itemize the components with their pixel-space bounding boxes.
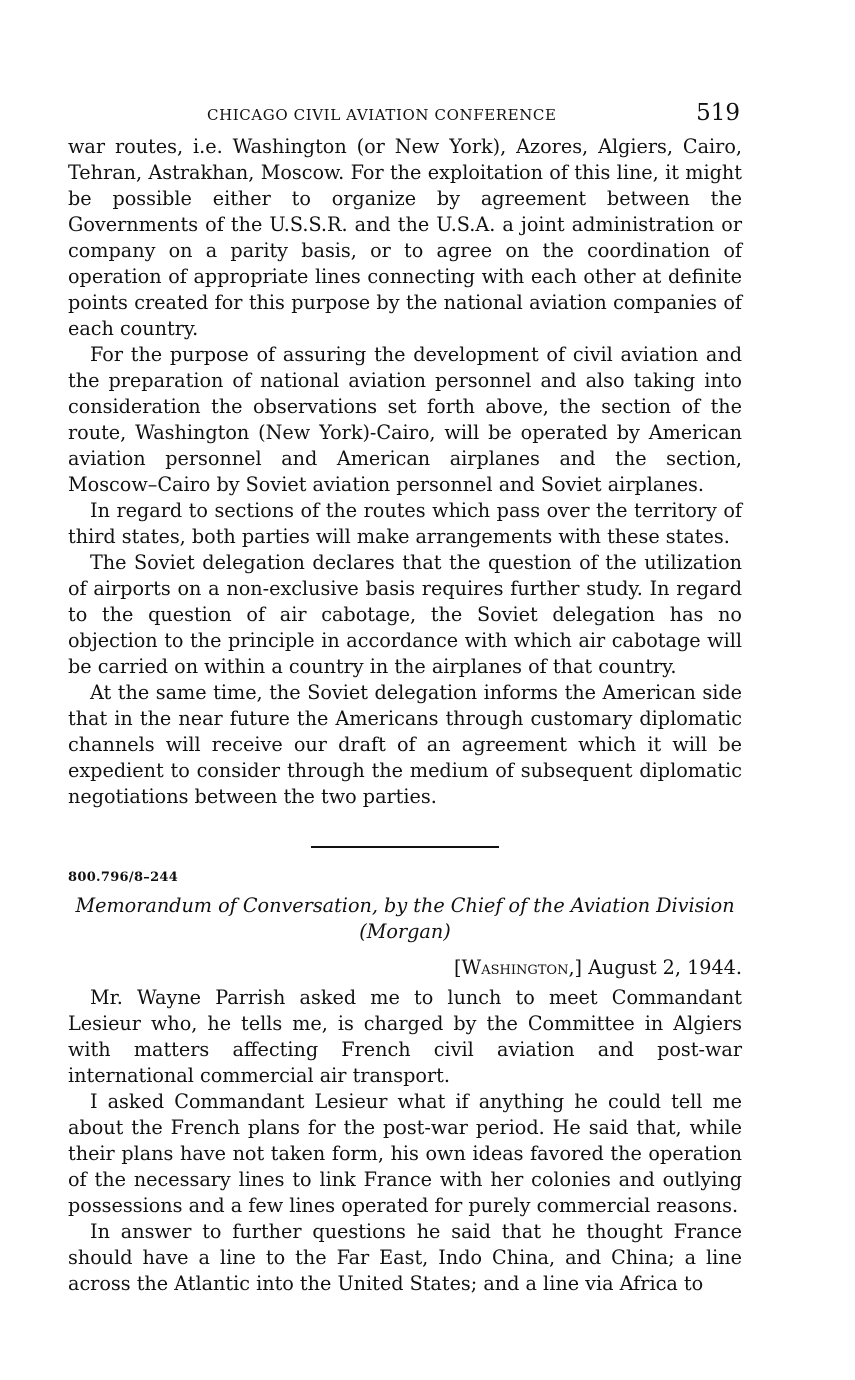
memorandum-body <box>68 985 742 1297</box>
running-header <box>68 100 742 134</box>
paragraph: At the same time, the Soviet delegation informs the American side that in the near future the Americans through customary diplomatic channels will receive our draft of an agreement which it will be expedient to consider through the medium of subsequent diplomatic negotiations between the two parties. <box>68 681 742 808</box>
page-number: 519 <box>696 100 740 126</box>
running-title: CHICAGO CIVIL AVIATION CONFERENCE <box>207 106 557 124</box>
paragraph: In regard to sections of the routes which pass over the territory of third states, both parties will make arrangements with these states. <box>68 499 742 548</box>
previous-document-text <box>68 134 742 810</box>
paragraph: The Soviet delegation declares that the question of the utilization of airports on a non-exclusive basis requires further study. In regard to the question of air cabotage, the Soviet delegation has no objection to the principle in accordance with which air cabotage will be carried on within a country in the airplanes of that country. <box>68 551 742 678</box>
document-title-line: Memorandum of Conversation, by the Chief of the Aviation Division <box>75 894 735 917</box>
document-title-author: (Morgan) <box>359 920 451 943</box>
document-title <box>68 893 742 945</box>
dateline-date: August 2, 1944. <box>582 956 742 979</box>
dateline <box>68 955 742 981</box>
paragraph: In answer to further questions he said that he thought France should have a line to the Far East, Indo China, and China; a line across the Atlantic into the United States; and a line via Africa to <box>68 1220 742 1295</box>
paragraph: war routes, i.e. Washington (or New York), Azores, Algiers, Cairo, Tehran, Astrakhan, Moscow. For the exploitation of this line, it might be possible either to organize by agreement between the Governments of the U.S.S.R. and the U.S.A. a joint administration or company on a parity basis, or to agree on the coordination of operation of appropriate lines connecting with each other at definite points created for this purpose by the national aviation companies of each country. <box>68 135 742 340</box>
paragraph: Mr. Wayne Parrish asked me to lunch to meet Commandant Lesieur who, he tells me, is charged by the Committee in Algiers with matters affecting French civil aviation and post-war international commercial air transport. <box>68 986 742 1087</box>
dateline-place: [Washington,] <box>454 956 583 979</box>
section-divider <box>311 846 499 848</box>
paragraph: For the purpose of assuring the development of civil aviation and the preparation of national aviation personnel and also taking into consideration the observations set forth above, the section of the route, Washington (New York)-Cairo, will be operated by American aviation personnel and American airplanes and the section, Moscow–Cairo by Soviet aviation personnel and Soviet airplanes. <box>68 343 742 496</box>
paragraph: I asked Commandant Lesieur what if anything he could tell me about the French plans for the post-war period. He said that, while their plans have not taken form, his own ideas favored the operation of the necessary lines to link France with her colonies and outlying possessions and a few lines operated for purely commercial reasons. <box>68 1090 742 1217</box>
document-page <box>68 100 742 1297</box>
file-number: 800.796/8–244 <box>68 870 179 885</box>
